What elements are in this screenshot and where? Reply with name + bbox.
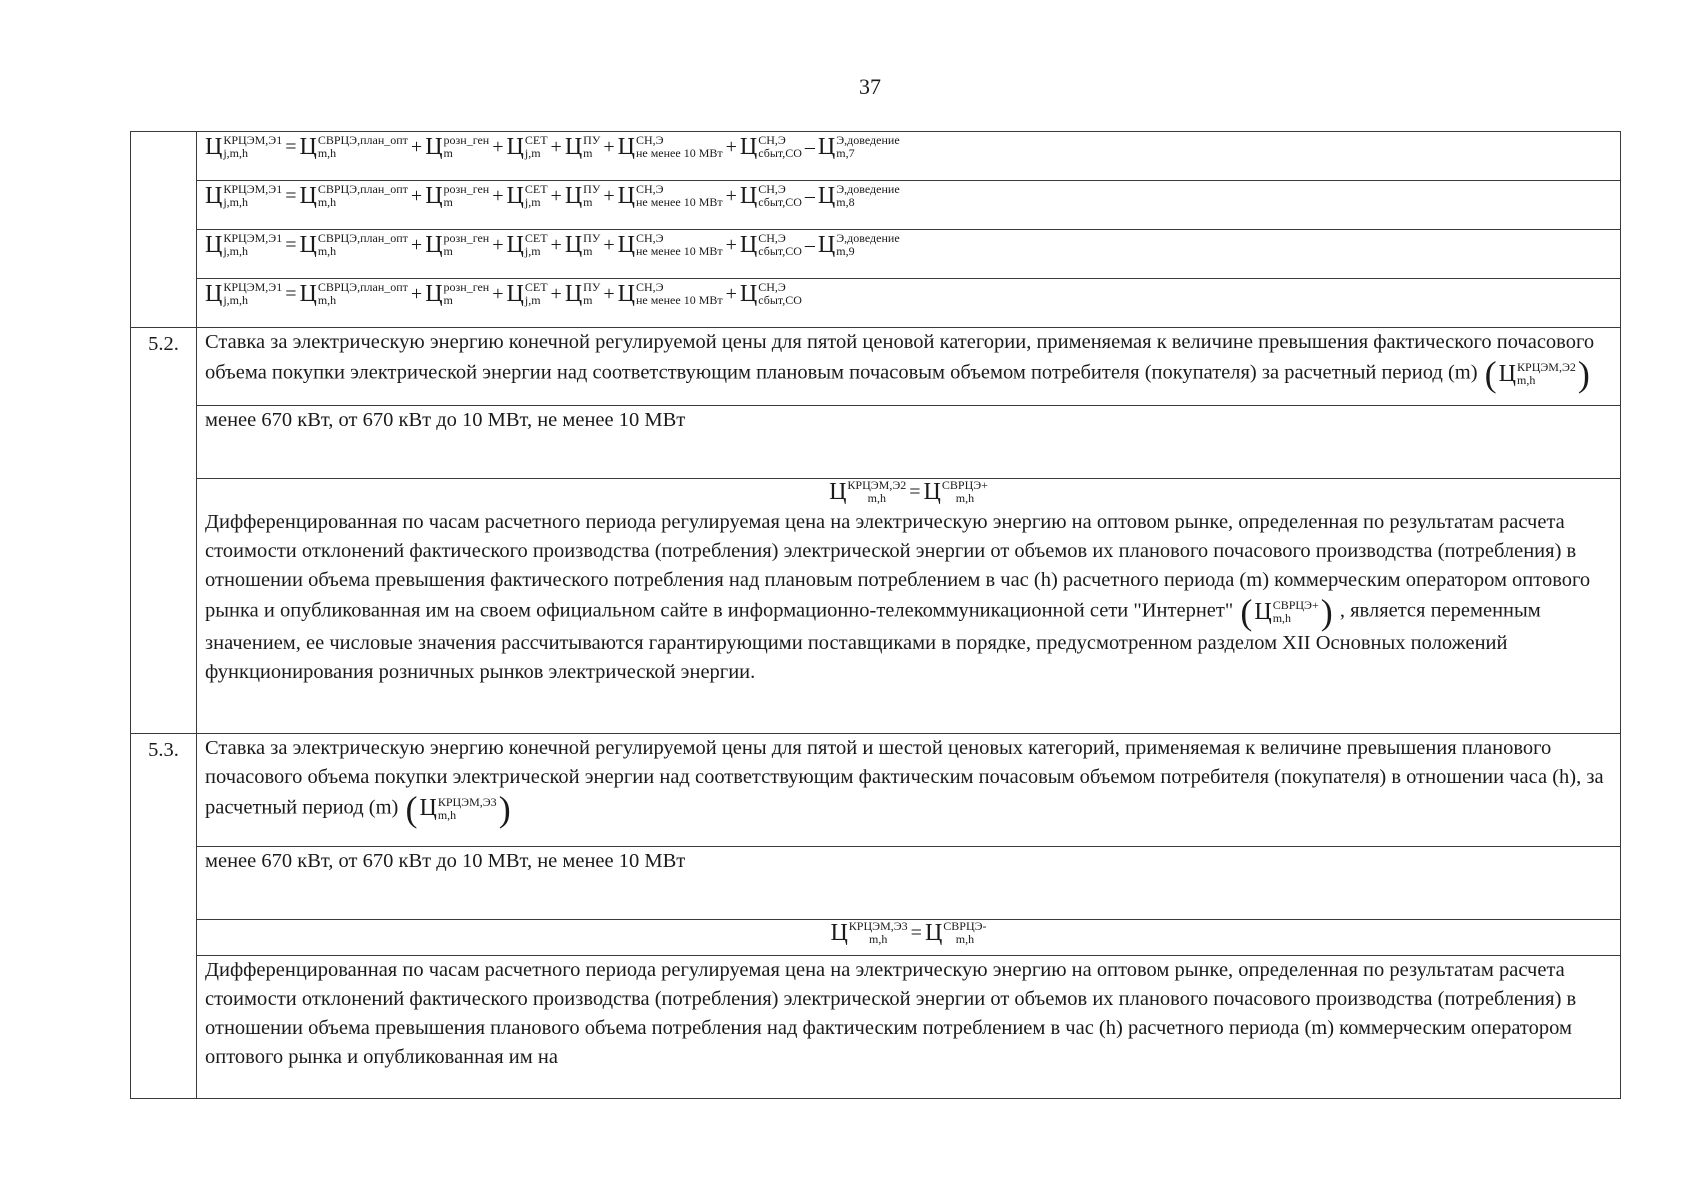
section-5-3-formula-row <box>131 919 1621 956</box>
formula-e2: Ц КРЦЭМ,Э2 m,h = Ц СВРЦЭ+ m,h <box>829 478 988 506</box>
section-5-2-desc-row <box>131 479 1621 734</box>
formula-ref-e2: ( Ц КРЦЭМ,Э2 m,h ) <box>1484 354 1590 394</box>
section-5-2-power-row <box>131 405 1621 478</box>
formula-e3: Ц КРЦЭМ,Э3 m,h = Ц СВРЦЭ- m,h <box>830 918 987 946</box>
formula-ref-svrce-plus: ( Ц СВРЦЭ+ m,h ) <box>1240 592 1333 633</box>
formula-e1-m8: Ц КРЦЭМ,Э1 j,m,h = Ц СВРЦЭ,план_опт m,h + Ц розн_ген m + Ц СЕТ j,m + Ц ПУ m + Ц СН,Э не менее 10 МВт + Ц СН,Э сбыт,СО – Ц Э,доведение m,8 <box>205 182 900 209</box>
formula-e1-base: Ц КРЦЭМ,Э1 j,m,h = Ц СВРЦЭ,план_опт m,h + Ц розн_ген m + Ц СЕТ j,m + Ц ПУ m + Ц СН,Э не менее 10 МВт + Ц СН,Э сбыт,СО <box>205 280 802 307</box>
section-5-3-title: Ставка за электрическую энергию конечной регулируемой цены для пятой и шестой ценовых категорий, применяемая к величине превышения планового почасового объема покупки электрической энергии над соответствующим фактическим почасовым объемом потребителя (покупателя) в отношении часа (h), за расчетный период (m) <box>205 736 1604 819</box>
section-5-3-description: Дифференцированная по часам расчетного периода регулируемая цена на электрическую энергию на оптовом рынке, определенная по результатам расчета стоимости отклонений фактического производства (потребления) электрической энергии от объемов их планового почасового производства (потребления) в отношении объема превышения планового объема потребления над фактическим потреблением в час (h) расчетного периода (m) коммерческим оператором оптового рынка и опубликованная им на <box>205 959 1577 1069</box>
section-number: 5.2. <box>131 328 197 734</box>
formula-row-3 <box>131 230 1621 279</box>
section-5-2-description: Дифференцированная по часам расчетного периода регулируемая цена на электрическую энергию на оптовом рынке, определенная по результатам расчета стоимости отклонений фактического производства (потребления) электрической энергии от объемов их планового почасового производства (потребления) в отношении объема превышения фактического потребления над плановым потреблением в час (h) расчетного периода (m) коммерческим оператором оптового рынка и опубликованная им на своем официальном сайте в информационно-телекоммуникационной сети "Интернет" <box>205 511 1591 622</box>
tariff-table <box>130 131 1621 1099</box>
section-5-2-title-row <box>131 328 1621 406</box>
power-range-text: менее 670 кВт, от 670 кВт до 10 МВт, не менее 10 МВт <box>205 408 686 431</box>
page-number: 37 <box>859 74 881 99</box>
section-5-3-desc-row <box>131 956 1621 1099</box>
section-5-3-power-row <box>131 846 1621 919</box>
formula-ref-e3: ( Ц КРЦЭМ,Э3 m,h ) <box>405 788 511 829</box>
section-number: 5.3. <box>131 733 197 1098</box>
formula-e1-m7: Ц КРЦЭМ,Э1 j,m,h = Ц СВРЦЭ,план_опт m,h + Ц розн_ген m + Ц СЕТ j,m + Ц ПУ m + Ц СН,Э не менее 10 МВт + Ц СН,Э сбыт,СО – Ц Э,доведение m,7 <box>205 133 900 160</box>
formula-e1-m9: Ц КРЦЭМ,Э1 j,m,h = Ц СВРЦЭ,план_опт m,h + Ц розн_ген m + Ц СЕТ j,m + Ц ПУ m + Ц СН,Э не менее 10 МВт + Ц СН,Э сбыт,СО – Ц Э,доведение m,9 <box>205 231 900 258</box>
row-number-cell <box>131 132 197 328</box>
power-range-text: менее 670 кВт, от 670 кВт до 10 МВт, не менее 10 МВт <box>205 849 686 872</box>
section-5-2-description-cont: , является переменным значением, ее числовые значения рассчитываются гарантирующими поставщиками в порядке, предусмотренном разделом XII Основных положений функционирования розничных рынков электрической энергии. <box>205 599 1541 684</box>
section-5-3-title-row <box>131 733 1621 846</box>
formula-row-1 <box>131 132 1621 181</box>
formula-row-4 <box>131 279 1621 328</box>
section-5-2-title: Ставка за электрическую энергию конечной регулируемой цены для пятой ценовой категории, применяемая к величине превышения фактического почасового объема покупки электрической энергии над соответствующим плановым почасовым объемом потребителя (покупателя) за расчетный период (m) <box>205 331 1595 384</box>
formula-row-2 <box>131 181 1621 230</box>
